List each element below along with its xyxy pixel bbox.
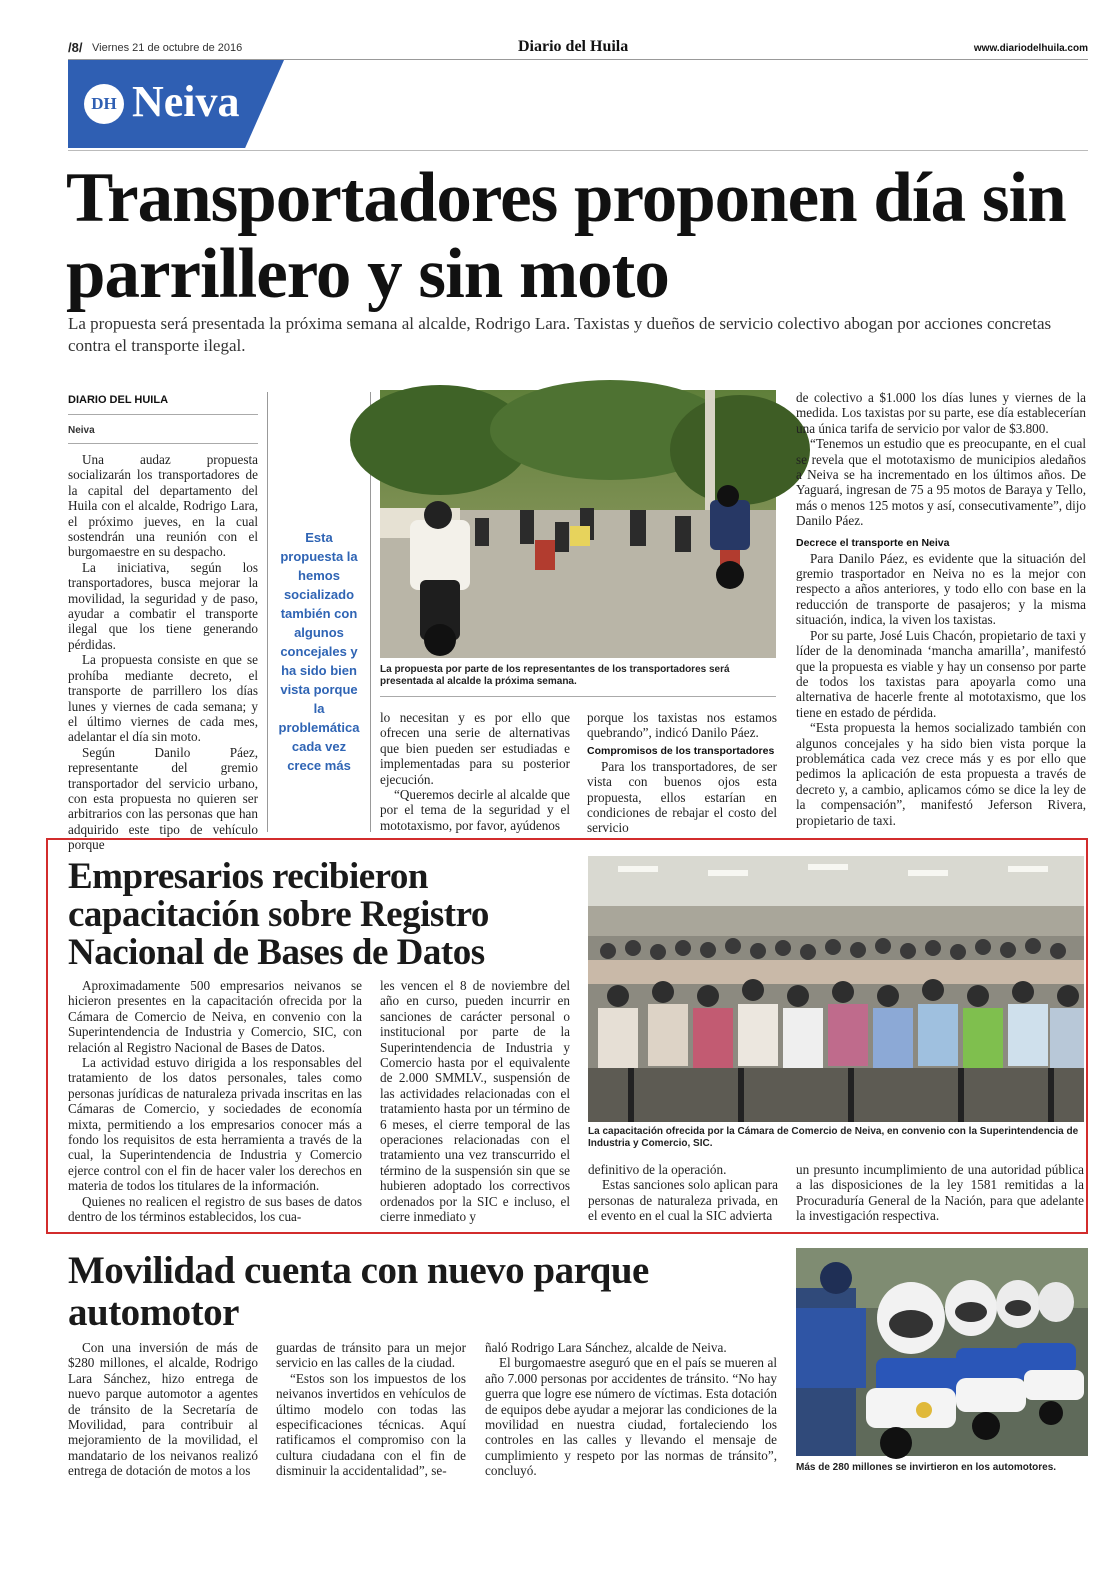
third-column-2: guardas de tránsito para un mejor servicio en las calles de la ciudad. “Estos son los impuestos de los neivanos invertidos en vehículos de último modelo con todas las especificaciones técnicas. Aquí ratificamos el compromiso con la cultura ciudadana con el fin de disminuir la accidentalidad”, se- (276, 1340, 466, 1479)
main-column-5: de colectivo a $1.000 los días lunes y viernes de la medida. Los taxistas por su parte, ese día establecerían una única tarifa de servicio por valor de $3.800. “Tenemos un estudio que es preocupante, en el cual se revela que el mototaxismo de municipios aledaños a Neiva se ha incrementado en los últimos años. De Yaguará, ingresan de 75 a 95 motos de Baraya y Tello, más o menos 125 motos y así, consecutivamente”, dijo Danilo Páez. Decrece el transporte en Neiva Para Danilo Páez, es evidente que la situación del gremio trasportador en Neiva no es la mejor con respecto a años anteriores, y todo ello con base en la reducción de transporte de pasajeros; y la misma situación, indica, la viven los taxistas. Por su parte, José Luis Chacón, propietario de taxi y líder de la denominada ‘mancha amarilla’, manifestó que la propuesta es viable y hay un consenso por parte de todos los taxistas para apoyarla como una alternativa de hacerle frente al mototaxismo, que los tiene en estado de pérdida. “Esta propuesta la hemos socializado también con algunos concejales y ha sido bien vista porque la problemática cada vez crece más y es por ello que pedimos la aplicación de esta propuesta a través de decreto y, a cambio, aplicamos cómo se dice la ley de la compensación”, manifestó Jeferson Rivera, propietario de taxi. (796, 390, 1086, 828)
third-headline: Movilidad cuenta con nuevo parque automotor (68, 1249, 649, 1334)
audience-photo (588, 856, 1084, 1122)
caption-rule (380, 696, 776, 697)
box-column-3: definitivo de la operación. Estas sanciones solo aplican para personas de naturaleza privada, en el evento en el cual la SIC advierta (588, 1162, 778, 1224)
box-headline: Empresarios recibieron capacitación sobre Registro Nacional de Bases de Datos (68, 856, 489, 973)
place-rule (68, 443, 258, 444)
page-number: /8/ (68, 40, 83, 55)
main-column-1: Una audaz propuesta socializarán los transportadores de la capital del departamento del Huila con el alcalde, Rodrigo Lara, el próximo jueves, en la cual sostendrán una reunión con el burgomaestre en su despacho. La iniciativa, según los transportadores, busca mejorar la movilidad, la seguridad y de paso, ayudar a combatir el transporte ilegal que los tiene generando pérdidas. La propuesta consiste en que se prohíba mediante decreto, el transporte de parrillero los días lunes y viernes de cada semana; y el último viernes de cada mes, adelantar el día sin moto. Según Danilo Páez, representante del gremio transportador del servicio urbano, con esta propuesta no quieren ser arbitrarios con las personas que han adquirido este tipo de vehículo porque (68, 452, 258, 853)
header-divider (68, 59, 1088, 60)
main-column-3: lo necesitan y es por ello que ofrecen una serie de alternativas que bien pueden ser estudiadas e implementadas para su posterior ejecución. “Queremos decirle al alcalde que por el tema de la seguridad y el mototaxismo, por favor, ayúdenos (380, 710, 570, 833)
publication-name: Diario del Huila (518, 38, 629, 55)
motorcycles-caption: La propuesta por parte de los representantes de los transportadores será presentada al alcalde la próxima semana. (380, 664, 730, 687)
section-divider (68, 150, 1088, 151)
box-column-1: Aproximadamente 500 empresarios neivanos se hicieron presentes en la capacitación ofrecida por la Cámara de Comercio de Neiva, en convenio con la Superintendencia de Industria y Comercio, SIC, con relación al Registro Nacional de Bases de Datos. La actividad estuvo dirigida a los responsables del tratamiento de los datos personales, tales como personas jurídicas de naturaleza privada inscritas en las Cámaras de Comercio, y sociedades de economía mixta, permitiendo a los empresarios conocer más a fondo los requisitos de esta herramienta a través de la cual, la Superintendencia de Industria y Comercio ejerce control con el fin de hacer valer los derechos en materia de todos los titulares de la información. Quienes no realicen el registro de sus bases de datos dentro de los términos establecidos, los cua- (68, 978, 362, 1225)
pull-rule-left (267, 392, 268, 832)
motorcycles-photo-illustration (380, 390, 776, 658)
section-title: Neiva (132, 77, 240, 126)
motorcycles-photo (380, 390, 776, 658)
website-url: www.diariodelhuila.com (973, 43, 1088, 54)
transit-caption: Más de 280 millones se invirtieron en los automotores. (796, 1462, 1057, 1473)
audience-caption: La capacitación ofrecida por la Cámara de Comercio de Neiva, en convenio con la Superintendencia de Industria y Comercio, SIC. (588, 1126, 1079, 1149)
transit-motorcycles-photo (796, 1248, 1088, 1456)
box-column-2: les vencen el 8 de noviembre del año en curso, pueden incurrir en sanciones de carácter personal o institucional por parte de la Superintendencia de Industria y Comercio hasta por el equivalente de 2.000 SMMLV., suspensión de las actividades relacionadas con el tratamiento hasta por un término de 6 meses, el cierre temporal de las operaciones relacionadas con el tratamiento una vez transcurrido el término de la suspensión sin que se hubieren adoptado los correctivos ordenados por la SIC e incluso, el cierre inmediato y (380, 978, 570, 1225)
dateline-place: Neiva (68, 425, 95, 436)
dh-logo-icon: DH (84, 84, 124, 124)
main-column-4: porque los taxistas nos estamos quebrando”, indicó Danilo Páez. Compromisos de los transportadores Para los transportadores, de ser vista con buenos ojos esta propuesta, ellos estarían en condiciones de rebajar el costo del servicio (587, 710, 777, 836)
audience-photo-illustration (588, 856, 1084, 1122)
transit-motorcycles-illustration (796, 1248, 1088, 1456)
box-column-4: un presunto incumplimiento de una autoridad pública a las disposiciones de la ley 1581 remitidas a la Procuraduría General de la Nación, para que adelante la investigación respectiva. (796, 1162, 1084, 1224)
third-column-1: Con una inversión de más de $280 millones, el alcalde, Rodrigo Lara Sánchez, hizo entrega de nuevo parque automotor a agentes de tránsito de la Secretaría de Movilidad, para contribuir al mejoramiento de la movilidad, el mandatario de los neivanos realizó entrega de dotación de motos a los (68, 1340, 258, 1479)
page-header (68, 38, 1088, 60)
subhead-decrece: Decrece el transporte en Neiva (796, 536, 950, 549)
subhead-compromisos: Compromisos de los transportadores (587, 744, 775, 757)
byline: DIARIO DEL HUILA (68, 394, 169, 406)
main-headline: Transportadores proponen día sin parrillero y sin moto (66, 159, 1066, 313)
main-deck: La propuesta será presentada la próxima semana al alcalde, Rodrigo Lara. Taxistas y dueños de servicio colectivo abogan por acciones concretas contra el transporte ilegal. (68, 314, 1052, 355)
issue-date: Viernes 21 de octubre de 2016 (92, 42, 243, 54)
third-column-3: ñaló Rodrigo Lara Sánchez, alcalde de Neiva. El burgomaestre aseguró que en el país se mueren al año 7.000 personas por accidentes de tránsito. “No hay guerra que logre ese número de víctimas. Esta dotación de equipos debe ayudar a mejorar las condiciones de la movilidad en nuestra ciudad, fortaleciendo los controles en las calles y llevando el mensaje de cumplimiento y respeto por las normas de tránsito”, concluyó. (485, 1340, 777, 1479)
byline-rule (68, 414, 258, 415)
pull-quote: Esta propuesta la hemos socializado también con algunos concejales y ha sido bien vista porque la problemática cada vez crece más (278, 530, 360, 773)
